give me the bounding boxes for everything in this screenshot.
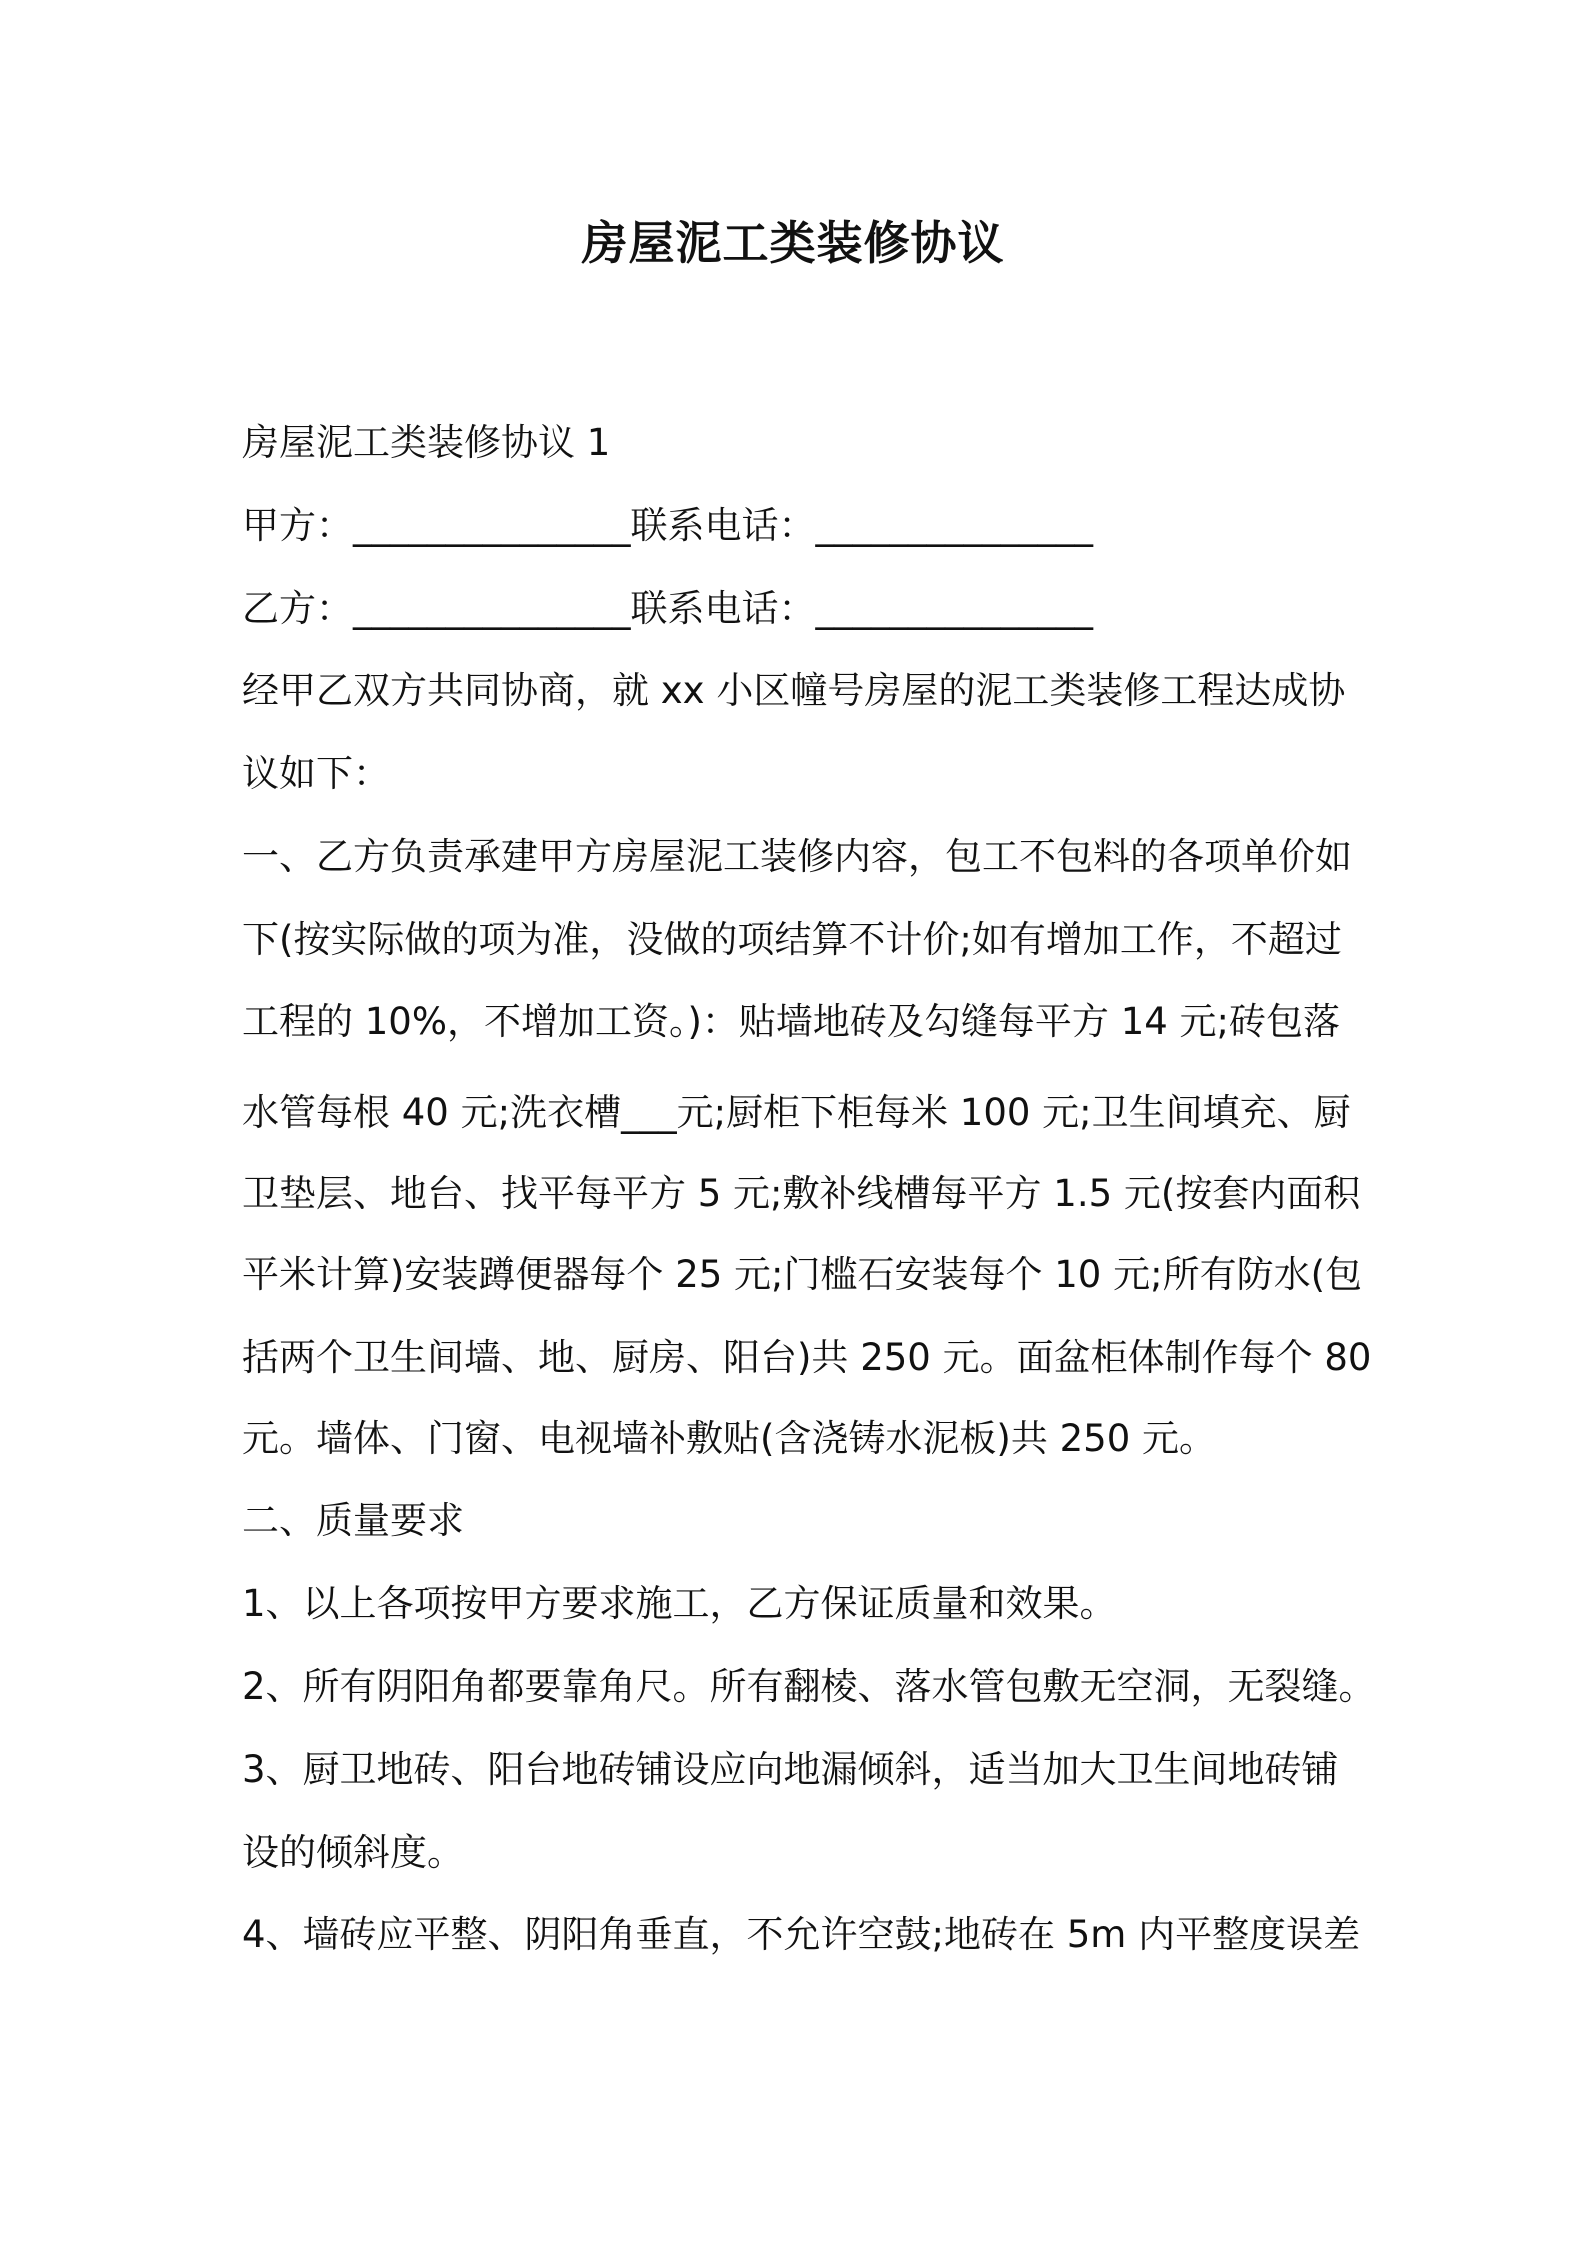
list-item: 2、所有阴阳角都要靠角尺。所有翻棱、落水管包敷无空洞，无裂缝。 bbox=[242, 1665, 1376, 1708]
list-item: 3、厨卫地砖、阳台地砖铺设应向地漏倾斜，适当加大卫生间地砖铺 bbox=[242, 1748, 1339, 1791]
body-text-line: 议如下： bbox=[242, 752, 390, 795]
body-text-line: 水管每根 40 元;洗衣槽___元;厨柜下柜每米 100 元;卫生间填充、厨 bbox=[242, 1091, 1351, 1134]
party-a-line: 甲方：_______________联系电话：_______________ bbox=[242, 504, 1093, 547]
body-text-line: 经甲乙双方共同协商，就 xx 小区幢号房屋的泥工类装修工程达成协 bbox=[242, 669, 1346, 712]
list-item: 1、以上各项按甲方要求施工，乙方保证质量和效果。 bbox=[242, 1582, 1117, 1625]
body-text-line: 工程的 10%，不增加工资。)：贴墙地砖及勾缝每平方 14 元;砖包落 bbox=[242, 1000, 1341, 1043]
body-text-line: 下(按实际做的项为准，没做的项结算不计价;如有增加工作，不超过 bbox=[242, 918, 1342, 961]
list-item-continuation: 设的倾斜度。 bbox=[242, 1831, 464, 1874]
body-text-line: 卫垫层、地台、找平每平方 5 元;敷补线槽每平方 1.5 元(按套内面积 bbox=[242, 1172, 1361, 1215]
section-heading: 二、质量要求 bbox=[242, 1499, 464, 1542]
body-text-line: 括两个卫生间墙、地、厨房、阳台)共 250 元。面盆柜体制作每个 80 bbox=[242, 1336, 1372, 1379]
body-text-line: 一、乙方负责承建甲方房屋泥工装修内容，包工不包料的各项单价如 bbox=[242, 835, 1352, 878]
section-heading: 房屋泥工类装修协议 1 bbox=[242, 421, 611, 464]
body-text-line: 平米计算)安装蹲便器每个 25 元;门槛石安装每个 10 元;所有防水(包 bbox=[242, 1253, 1363, 1296]
body-text-line: 元。墙体、门窗、电视墙补敷贴(含浇铸水泥板)共 250 元。 bbox=[242, 1417, 1217, 1460]
list-item: 4、墙砖应平整、阴阳角垂直，不允许空鼓;地砖在 5m 内平整度误差 bbox=[242, 1913, 1361, 1956]
document-title: 房屋泥工类装修协议 bbox=[581, 216, 1005, 270]
party-b-line: 乙方：_______________联系电话：_______________ bbox=[242, 587, 1093, 630]
